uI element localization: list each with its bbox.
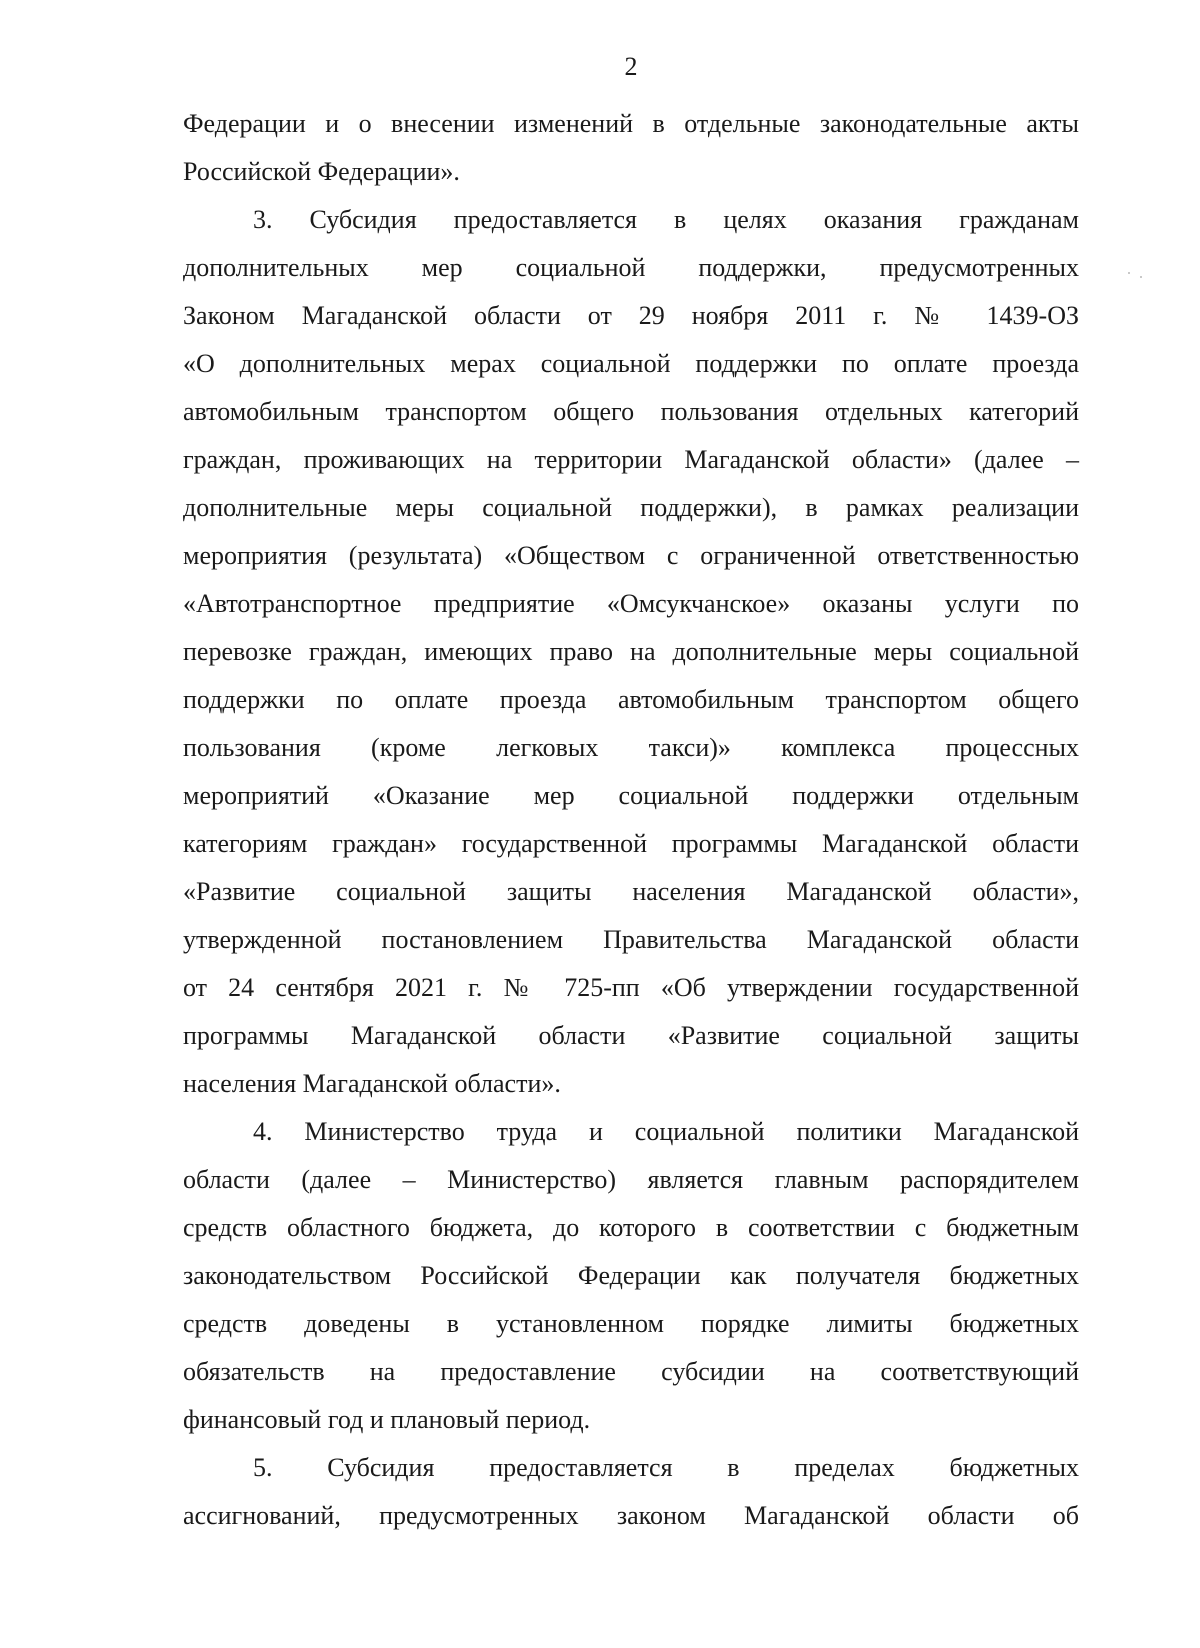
text-line: перевозке граждан, имеющих право на дополнительные меры социальной	[183, 637, 1079, 666]
paragraph-clause-5	[183, 1444, 1079, 1540]
text-line: от 24 сентября 2021 г. № 725-пп «Об утверждении государственной	[183, 973, 1079, 1002]
text-line: ассигнований, предусмотренных законом Магаданской области об	[183, 1501, 1079, 1530]
text-line: средств областного бюджета, до которого в соответствии с бюджетным	[183, 1213, 1079, 1242]
text-line: финансовый год и плановый период.	[183, 1405, 591, 1434]
text-line: «О дополнительных мерах социальной поддержки по оплате проезда	[183, 349, 1079, 378]
paragraph-clause-4	[183, 1108, 1079, 1444]
document-body	[183, 100, 1079, 1540]
paragraph-intro-tail	[183, 100, 1079, 196]
text-line: 5. Субсидия предоставляется в пределах бюджетных	[253, 1453, 1079, 1482]
scan-speck	[1128, 272, 1130, 274]
text-line: дополнительные меры социальной поддержки), в рамках реализации	[183, 493, 1079, 522]
text-line: средств доведены в установленном порядке лимиты бюджетных	[183, 1309, 1079, 1338]
text-line: граждан, проживающих на территории Магаданской области» (далее –	[183, 445, 1079, 474]
text-line: законодательством Российской Федерации как получателя бюджетных	[183, 1261, 1079, 1290]
text-line: «Развитие социальной защиты населения Магаданской области»,	[183, 877, 1079, 906]
text-line: мероприятий «Оказание мер социальной поддержки отдельным	[183, 781, 1079, 810]
text-line: пользования (кроме легковых такси)» комплекса процессных	[183, 733, 1079, 762]
text-line: программы Магаданской области «Развитие социальной защиты	[183, 1021, 1079, 1050]
text-line: 4. Министерство труда и социальной политики Магаданской	[253, 1117, 1079, 1146]
text-line: «Автотранспортное предприятие «Омсукчанское» оказаны услуги по	[183, 589, 1079, 618]
text-line: Федерации и о внесении изменений в отдельные законодательные акты	[183, 109, 1079, 138]
text-line: мероприятия (результата) «Обществом с ограниченной ответственностью	[183, 541, 1079, 570]
text-line: Российской Федерации».	[183, 157, 460, 186]
text-line: области (далее – Министерство) является главным распорядителем	[183, 1165, 1079, 1194]
text-line: населения Магаданской области».	[183, 1069, 561, 1098]
text-line: обязательств на предоставление субсидии на соответствующий	[183, 1357, 1079, 1386]
text-line: категориям граждан» государственной программы Магаданской области	[183, 829, 1079, 858]
page-number: 2	[624, 52, 638, 81]
text-line: дополнительных мер социальной поддержки, предусмотренных	[183, 253, 1079, 282]
paragraph-clause-3	[183, 196, 1079, 1108]
text-line: автомобильным транспортом общего пользования отдельных категорий	[183, 397, 1079, 426]
scan-speck	[1140, 276, 1142, 278]
text-line: Законом Магаданской области от 29 ноября 2011 г. № 1439-ОЗ	[183, 301, 1079, 330]
text-line: поддержки по оплате проезда автомобильным транспортом общего	[183, 685, 1079, 714]
text-line: 3. Субсидия предоставляется в целях оказания гражданам	[253, 205, 1079, 234]
text-line: утвержденной постановлением Правительства Магаданской области	[183, 925, 1079, 954]
